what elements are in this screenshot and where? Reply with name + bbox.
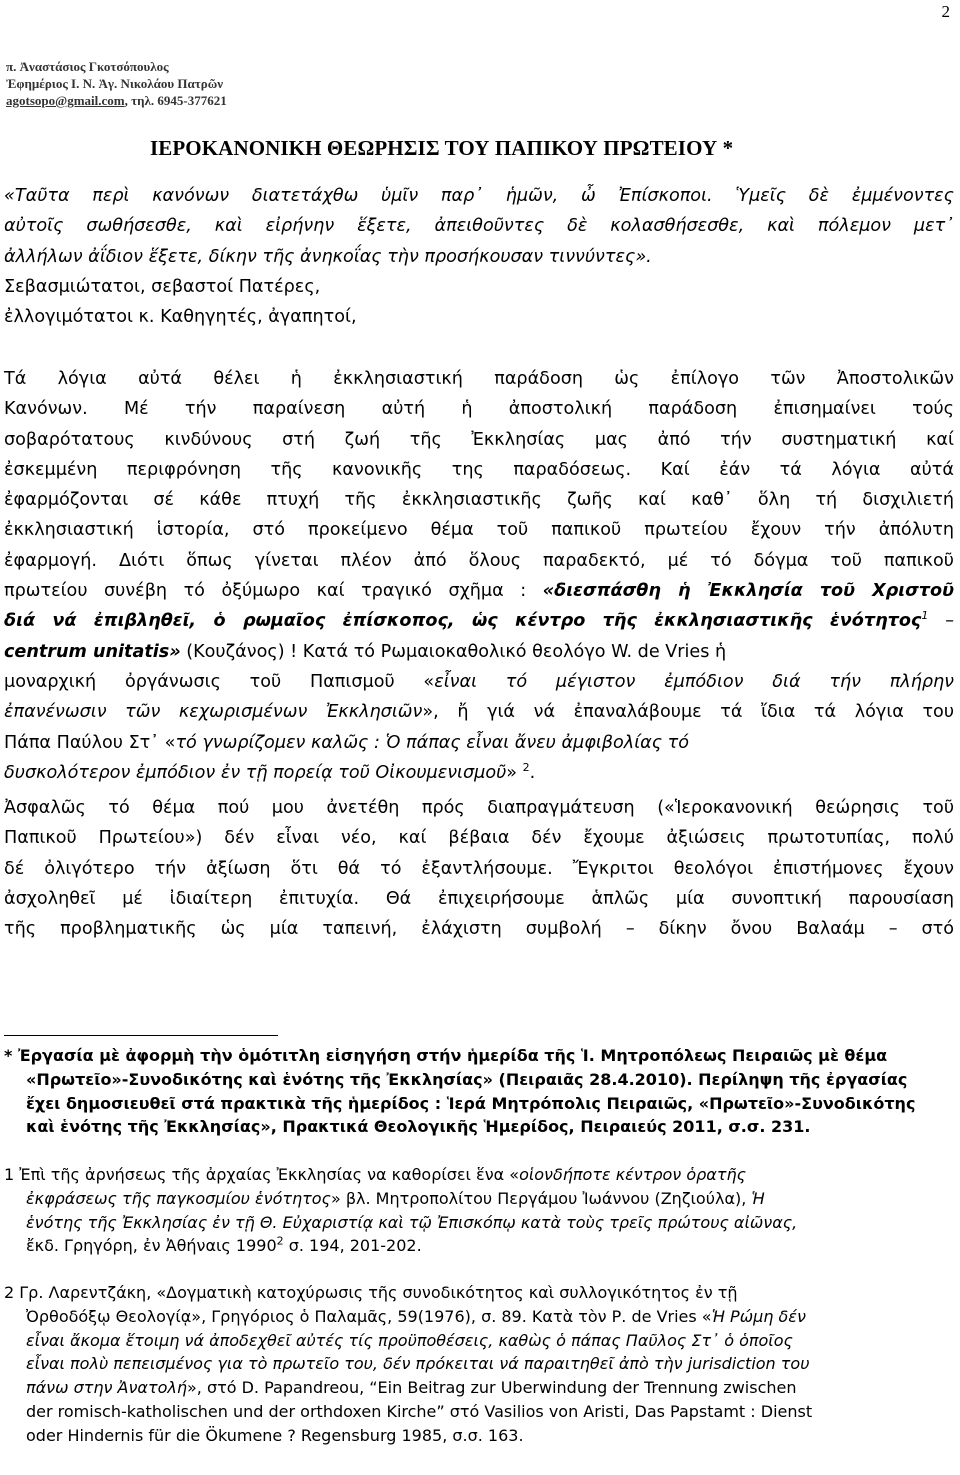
text-segment: » βλ. Μητροπολίτου Περγάμου Ἰωάννου (Ζηζιούλα),: [330, 1188, 747, 1208]
text-line: ἐφαρμογή. Διότι ὅπως γίνεται πλέον ἀπό ὅλους παραδεκτό, μέ τό δόγμα τοῦ παπικοῦ: [4, 550, 954, 571]
footnote-line: εἶναι ἄκομα ἕτοιμη νά ἀποδεχθεῖ αὐτές τίς προϋποθέσεις, καθὼς ὁ πάπας Παῦλος Στ᾽ ὁ ὁποῖος: [26, 1330, 793, 1350]
italic-text: τό γνωρίζομεν καλῶς : Ὁ πάπας εἶναι ἄνευ ἀμφιβολίας τό: [175, 732, 690, 753]
paragraph-2: [4, 793, 954, 944]
text-segment: μοναρχική ὀργάνωσις τοῦ Παπισμοῦ «: [4, 671, 435, 692]
text-line: [4, 667, 954, 697]
footnote-ref-1[interactable]: 1: [921, 609, 929, 623]
author-phone: , τηλ. 6945-377621: [124, 93, 227, 108]
footnote-line: [4, 1305, 954, 1329]
quote-line: ἀλλήλων ἀΐδιον ἕξετε, δίκην τῆς ἀνηκοΐας τὴν προσήκουσαν τιννύντες».: [4, 246, 652, 267]
text-segment: Ὀρθοδόξῳ Θεολογίᾳ», Γρηγόριος ὁ Παλαμᾶς, 59(1976), σ. 89. Κατὰ τὸν Ρ. de Vries «: [26, 1306, 712, 1326]
footnote-line: «Πρωτεῖο»-Συνοδικότης καὶ ἑνότης τῆς Ἐκκλησίας» (Πειραιᾶς 28.4.2010). Περίληψη τῆς ἐργασίας: [26, 1069, 908, 1089]
footnote-line: [4, 1234, 954, 1258]
opening-quote: [4, 181, 954, 332]
text-line: σοβαρότατους κινδύνους στή ζωή τῆς Ἐκκλησίας μας ἀπό τήν συστηματική καί: [4, 429, 954, 450]
footnote-line: εἶναι πολὺ πεπεισμένος για τὸ πρωτεῖο του, δέν πρόκειται νά παραιτηθεῖ ἀπὸ τὴν jurisdiction του: [26, 1354, 810, 1374]
text-line: ἐφαρμόζονται σέ κάθε πτυχή τῆς ἐκκλησιαστικῆς ζωῆς καί καθ᾽ ὅλη τή δισχιλιετή: [4, 490, 954, 511]
text-line: τῆς προβληματικῆς ὡς μία ταπεινή, ἐλάχιστη συμβολή – δίκην ὄνου Βαλαάμ – στό: [4, 919, 954, 940]
text-segment: », ἤ γιά νά ἐπαναλάβουμε τά ἴδια τά λόγια του: [422, 702, 955, 723]
footnote-separator: [4, 1035, 278, 1036]
text-line: Κανόνων. Μέ τήν παραίνεση αὐτή ἡ ἀποστολική παράδοση ἐπισημαίνει τούς: [4, 399, 954, 420]
footnote-ref-2[interactable]: 2: [522, 761, 530, 774]
footnote-line: oder Hindernis für die Ökumene ? Regensburg 1985, σ.σ. 163.: [26, 1425, 524, 1445]
text-line: [4, 758, 954, 788]
text-line: [4, 576, 954, 606]
text-line: δέ ὀλιγότερο τήν ἀξίωση ὅτι θά τό ἐξαντλήσουμε. Ἔγκριτοι θεολόγοι ἐπιστήμονες ἔχουν: [4, 858, 954, 879]
italic-text: Ἡ Ρώμη δέν: [711, 1306, 806, 1326]
text-line: ἐκκλησιαστική ἱστορία, στό προκείμενο θέμα τοῦ παπικοῦ πρωτείου ἔχουν τήν ἀπόλυτη: [4, 520, 954, 541]
italic-text: εἶναι τό μέγιστον ἐμπόδιον διά τήν πλήρην: [434, 671, 954, 692]
emphasis-text: centrum unitatis»: [4, 641, 181, 662]
text-line: Παπικοῦ Πρωτείου») δέν εἶναι νέο, καί βέβαια δέν ἔχουμε ἀξιώσεις πρωτοτυπίας, πολύ: [4, 828, 954, 849]
italic-text: Ἡ: [746, 1188, 765, 1208]
page-number: 2: [941, 2, 950, 21]
footnote-1: [4, 1163, 954, 1258]
author-name: π. Ἀναστάσιος Γκοτσόπουλος: [6, 59, 169, 74]
italic-text: οἱονδήποτε κέντρον ὁρατῆς: [519, 1165, 746, 1184]
quote-line: αὐτοῖς σωθήσεσθε, καὶ εἰρήνην ἕξετε, ἀπειθοῦντες δὲ κολασθήσεσθε, καὶ πόλεμον μετ᾽: [4, 216, 954, 237]
italic-text: δυσκολότερον ἐμπόδιον ἐν τῇ πορείᾳ τοῦ Οἰκουμενισμοῦ: [4, 762, 507, 783]
text-segment: –: [928, 611, 954, 632]
footnote-line: [4, 1163, 954, 1187]
edition-superscript: 2: [276, 1235, 284, 1249]
author-contact: [6, 92, 227, 109]
footnote-star: [4, 1044, 954, 1139]
quote-line: «Ταῦτα περὶ κανόνων διατετάχθω ὑμῖν παρ᾽ ἡμῶν, ὦ Ἐπίσκοποι. Ὑμεῖς δὲ ἐμμένοντες: [4, 186, 954, 206]
footnote-line: καὶ ἑνότης τῆς Ἐκκλησίας», Πρακτικά Θεολογικῆς Ἡμερίδος, Πειραιεύς 2011, σ.σ. 231.: [26, 1117, 811, 1137]
footnote-line: ἑνότης τῆς Ἐκκλησίας ἐν τῇ Θ. Εὐχαριστίᾳ καὶ τῷ Ἐπισκόπῳ κατὰ τοὺς τρεῖς πρώτους αἰῶνας,: [26, 1212, 798, 1232]
footnote-line: * Ἐργασία μὲ ἀφορμὴ τὴν ὁμότιτλη εἰσηγήση στήν ἡμερίδα τῆς Ἱ. Μητροπόλεως Πειραιῶς μὲ θέμα: [4, 1046, 888, 1065]
text-segment: 1 Ἐπὶ τῆς ἀρνήσεως τῆς ἀρχαίας Ἐκκλησίας να καθορίσει ἕνα «: [4, 1165, 520, 1184]
author-position: Ἐφημέριος Ι. Ν. Ἁγ. Νικολάου Πατρῶν: [6, 76, 224, 91]
emphasis-text: διά νά ἐπιβληθεῖ, ὁ ρωμαῖος ἐπίσκοπος, ὡς κέντρο τῆς ἐκκλησιαστικῆς ἑνότητος: [4, 611, 922, 632]
greeting-line: Σεβασμιώτατοι, σεβαστοί Πατέρες,: [4, 276, 321, 297]
text-line: ἐσκεμμένη περιφρόνηση τῆς κανονικῆς της παραδόσεως. Καί ἐάν τά λόγια αὐτά: [4, 459, 954, 480]
text-segment: Πάπα Παύλου Στ᾽ «: [4, 732, 176, 753]
text-segment: »: [506, 762, 523, 783]
text-line: [4, 606, 954, 636]
text-segment: .: [529, 762, 536, 783]
emphasis-text: «διεσπάσθη ἡ Ἐκκλησία τοῦ Χριστοῦ: [542, 581, 954, 602]
author-block: [6, 58, 227, 109]
document-title: ΙΕΡΟΚΑΝΟΝΙΚΗ ΘΕΩΡΗΣΙΣ ΤΟΥ ΠΑΠΙΚΟΥ ΠΡΩΤΕΙΟΥ *: [150, 136, 734, 160]
footnote-line: 2 Γρ. Λαρεντζάκη, «Δογματικὴ κατοχύρωσις τῆς συνοδικότητος καὶ συλλογικότητος ἐν τῇ: [4, 1283, 738, 1302]
italic-text: ἐκφράσεως τῆς παγκοσμίου ἑνότητος: [26, 1188, 331, 1208]
footnote-line: der romisch-katholischen und der orthdoxen Kirche” στό Vasilios von Aristi, Das Papstamt : Dienst: [26, 1401, 813, 1421]
text-line: [4, 637, 954, 667]
italic-text: ἐπανένωσιν τῶν κεχωρισμένων Ἐκκλησιῶν: [4, 702, 423, 723]
text-segment: », στό D. Papandreou, “Ein Beitrag zur Uberwindung der Trennung zwischen: [187, 1378, 797, 1398]
footnote-line: ἔχει δημοσιευθεῖ στά πρακτικὰ τῆς ἡμερίδος : Ἱερά Μητρόπολις Πειραιῶς, «Πρωτεῖο»-Συνοδικότης: [26, 1093, 916, 1113]
paragraph-1: [4, 364, 954, 788]
text-segment: σ. 194, 201-202.: [283, 1236, 422, 1256]
text-segment: (Κουζάνος) ! Κατά τό Ρωμαιοκαθολικό θεολόγο W. de Vries ἡ: [180, 641, 727, 662]
text-segment: ἔκδ. Γρηγόρη, ἐν Ἀθήναις 1990: [26, 1236, 277, 1256]
text-line: [4, 697, 954, 727]
text-segment: πρωτείου συνέβη τό ὀξύμωρο καί τραγικό σχῆμα :: [4, 581, 543, 602]
footnote-2: [4, 1281, 954, 1448]
italic-text: πάνω στην Ἀνατολή: [26, 1378, 187, 1398]
text-line: [4, 728, 954, 758]
greeting-line: ἐλλογιμότατοι κ. Καθηγητές, ἀγαπητοί,: [4, 307, 357, 328]
text-line: Τά λόγια αὐτά θέλει ἡ ἐκκλησιαστική παράδοση ὡς ἐπίλογο τῶν Ἀποστολικῶν: [4, 369, 954, 389]
footnote-line: [4, 1376, 954, 1400]
author-email-link[interactable]: agotsopo@gmail.com: [6, 93, 125, 108]
text-line: Ἀσφαλῶς τό θέμα πού μου ἀνετέθη πρός διαπραγμάτευση («Ἱεροκανονική θεώρησις τοῦ: [4, 798, 954, 818]
footnote-line: [4, 1187, 954, 1211]
text-line: ἀσχοληθεῖ μέ ἰδιαίτερη ἐπιτυχία. Θά ἐπιχειρήσουμε ἁπλῶς μία συνοπτική παρουσίαση: [4, 888, 954, 909]
